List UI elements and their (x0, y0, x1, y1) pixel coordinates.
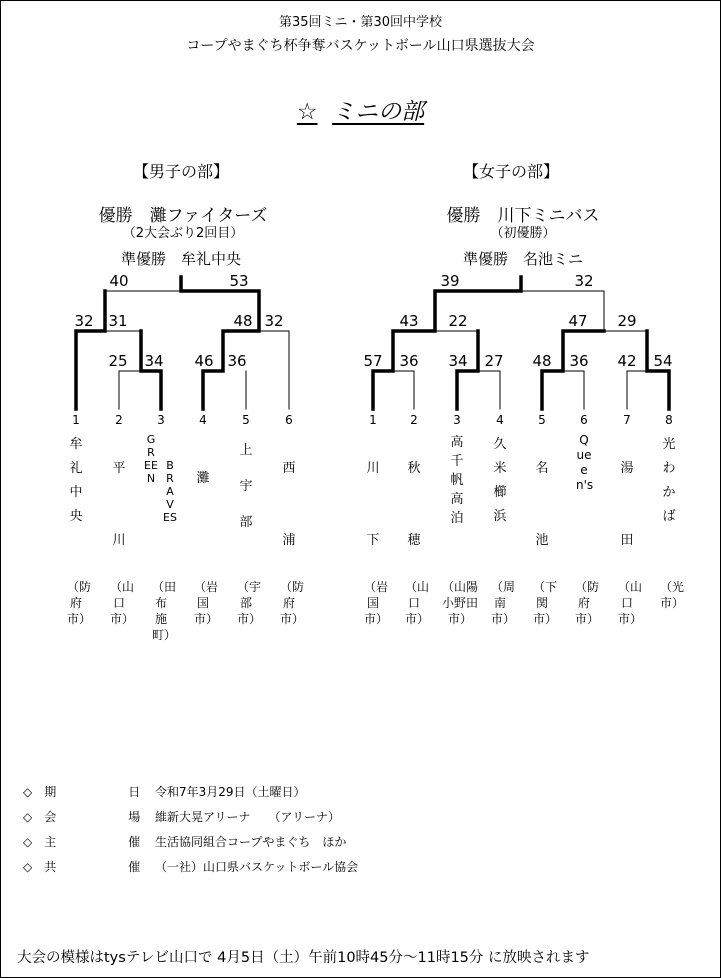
info-value-date: 令和7年3月29日（土曜日） (155, 785, 306, 799)
girls-final-score-b: 32 (574, 272, 594, 290)
team-prefecture: （防府市） (67, 580, 92, 626)
girls-sf2-score-b: 29 (617, 312, 637, 330)
info-label-organizer: ◇ 主 催 (23, 835, 141, 849)
team-name: 灘 (196, 471, 210, 486)
girls-q2-score-a: 34 (448, 352, 468, 370)
team-prefecture: （岩国市） (364, 580, 389, 626)
boys-line-t4-win (181, 277, 259, 409)
team-prefecture: （下関市） (533, 580, 558, 626)
team-name: 高千帆高泊 (450, 435, 464, 526)
team-name: 上宇部 (239, 443, 253, 530)
team-name: 湯田 (620, 461, 634, 548)
info-label-cohost: ◇ 共 催 (23, 860, 141, 874)
team-name: 秋穂 (407, 461, 421, 548)
girls-q2-score-b: 27 (484, 352, 504, 370)
girls-q4-score-b: 54 (653, 352, 673, 370)
team-prefecture: （山陽小野田市） (441, 580, 478, 626)
girls-sf1-score-a: 43 (399, 312, 419, 330)
broadcast-notice: 大会の模様はtysテレビ山口で 4月5日（土）午前10時45分～11時15分 に放映されます (17, 950, 590, 966)
team-number: 8 (665, 413, 673, 427)
team-name-line-1: GREEN (144, 433, 158, 485)
girls-q3-score-b: 36 (569, 352, 589, 370)
boys-final-score-b: 53 (229, 272, 249, 290)
girls-sf2-score-a: 47 (568, 312, 588, 330)
team-prefecture: （防府市） (575, 580, 600, 626)
team-name: 川下 (366, 461, 380, 548)
boys-runner-up: 準優勝 牟礼中央 (120, 250, 241, 268)
info-value-venue: 維新大晃アリーナ （アリーナ） (155, 810, 341, 824)
team-number: 1 (369, 413, 377, 427)
info-value-organizer: 生活協同組合コープやまぐち ほか (155, 835, 347, 849)
boys-section-heading: 【男子の部】 (132, 162, 229, 181)
boys-sf-left-score-b: 31 (108, 312, 128, 330)
girls-q3-score-a: 48 (532, 352, 552, 370)
boys-sf-right-score-a: 48 (233, 312, 253, 330)
team-name: 西浦 (282, 461, 296, 548)
team-prefecture: （山口市） (618, 580, 643, 626)
team-prefecture: （田布施町） (152, 580, 177, 642)
boys-sf-right-score-b: 32 (264, 312, 284, 330)
boys-line-t1-win (76, 291, 105, 409)
team-prefecture: （宇部市） (237, 580, 262, 626)
girls-q1-score-a: 57 (363, 352, 383, 370)
boys-final-score-a: 40 (109, 272, 129, 290)
team-prefecture: （山口市） (110, 580, 135, 626)
team-name: 牟礼中央 (69, 437, 83, 524)
girls-line-t2 (393, 371, 414, 409)
girls-line-t7 (627, 371, 647, 409)
team-number: 7 (623, 413, 631, 427)
girls-line-t3-win (457, 331, 478, 409)
team-number: 1 (72, 413, 80, 427)
info-label-venue: ◇ 会 場 (23, 810, 141, 824)
girls-line-t5-win (542, 331, 604, 409)
division-title-text: ミニの部 (332, 99, 425, 125)
event-subtitle: 第35回ミニ・第30回中学校 (278, 15, 443, 30)
girls-runner-up: 準優勝 名池ミニ (462, 250, 583, 268)
boys-r1-left-score-b: 34 (144, 352, 164, 370)
boys-sf-left-score-a: 32 (74, 312, 94, 330)
team-number: 4 (199, 413, 207, 427)
girls-q4-score-a: 42 (617, 352, 637, 370)
girls-section-heading: 【女子の部】 (462, 162, 559, 181)
info-value-cohost: （一社）山口県バスケットボール協会 (155, 860, 359, 874)
team-name: 名池 (535, 461, 549, 548)
boys-r1-right-score-a: 46 (194, 352, 214, 370)
team-name: 久米櫛浜 (493, 437, 507, 524)
boys-line-t6 (259, 331, 289, 409)
team-name: 光わかば (662, 437, 676, 524)
team-prefecture: （防府市） (280, 580, 305, 626)
team-name: Queen's (576, 433, 594, 492)
girls-line-t4 (478, 371, 500, 409)
girls-line-t8-win (647, 331, 669, 409)
girls-line-t6 (563, 371, 584, 409)
team-name: 平川 (112, 461, 126, 548)
team-number: 2 (410, 413, 418, 427)
boys-line-t2 (119, 371, 141, 409)
girls-line-final-right (521, 291, 604, 331)
team-number: 5 (538, 413, 546, 427)
team-number: 6 (580, 413, 588, 427)
boys-line-t3-win (141, 331, 161, 409)
team-number: 5 (242, 413, 250, 427)
team-prefecture: （光市） (660, 580, 685, 610)
team-prefecture: （山口市） (405, 580, 430, 626)
team-number: 3 (157, 413, 165, 427)
team-name-line-2: BRAVES (163, 459, 177, 524)
star-icon: ☆ (296, 99, 318, 125)
girls-sf1-score-b: 22 (448, 312, 468, 330)
boys-r1-left-score-a: 25 (108, 352, 128, 370)
team-number: 6 (285, 413, 293, 427)
girls-winner: 優勝 川下ミニバス (446, 206, 600, 226)
boys-winner-note: （2大会ぶり2回目） (122, 226, 244, 241)
girls-final-score-a: 39 (440, 272, 460, 290)
boys-winner: 優勝 灘ファイターズ (98, 206, 268, 226)
info-label-date: ◇ 期 日 (23, 785, 141, 799)
boys-r1-right-score-b: 36 (227, 352, 247, 370)
team-prefecture: （岩国市） (194, 580, 219, 626)
team-number: 2 (115, 413, 123, 427)
team-number: 3 (453, 413, 461, 427)
girls-q1-score-b: 36 (399, 352, 419, 370)
girls-line-t1-win (373, 277, 521, 409)
event-title: コープやまぐち杯争奪バスケットボール山口県選抜大会 (186, 38, 535, 54)
team-prefecture: （周南市） (491, 580, 516, 626)
team-number: 4 (496, 413, 504, 427)
girls-winner-note: （初優勝） (490, 226, 556, 241)
